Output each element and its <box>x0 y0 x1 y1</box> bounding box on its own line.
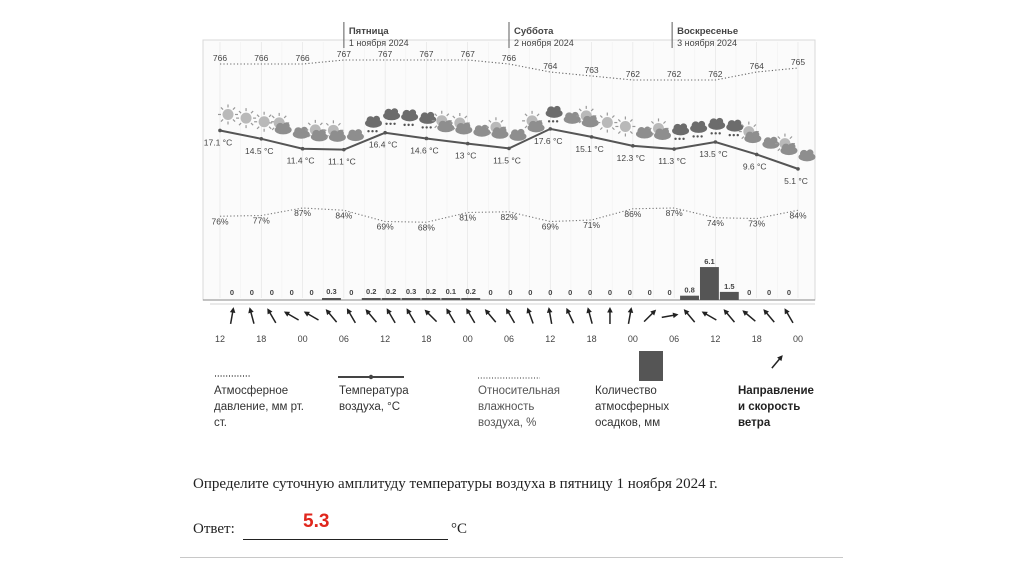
sun-icon <box>597 113 617 133</box>
wind-arrow <box>483 307 498 324</box>
sun-disc <box>602 117 613 128</box>
time-tick-label: 06 <box>503 334 515 344</box>
humidity-label: 76% <box>211 216 229 227</box>
humidity-label: 87% <box>665 208 683 218</box>
day-name: Воскресенье <box>677 26 739 37</box>
pressure-label: 767 <box>419 49 434 59</box>
precipitation-label: 0.1 <box>445 287 457 296</box>
precipitation-label: 0 <box>349 288 354 297</box>
precipitation-label: 0 <box>767 288 772 297</box>
temperature-label: 14.6 °C <box>410 145 439 156</box>
precipitation-label: 0 <box>747 288 752 297</box>
wind-head <box>607 307 613 313</box>
cloud-icon <box>799 149 816 161</box>
time-tick-label: 12 <box>545 334 556 344</box>
day-date: 3 ноября 2024 <box>677 38 737 48</box>
cloud-puff <box>554 106 561 113</box>
legend-humidity-label: Относительная влажность воздуха, % <box>478 385 560 429</box>
wind-head <box>525 307 532 314</box>
time-tick-label: 06 <box>338 334 349 344</box>
day-name: Суббота <box>514 26 554 37</box>
wind-head <box>564 307 571 314</box>
humidity-label: 87% <box>294 208 312 218</box>
precipitation-bar <box>720 292 739 300</box>
cloud-puff <box>337 130 344 137</box>
precipitation-label: 0 <box>667 288 672 297</box>
wind-arrow <box>423 308 439 324</box>
cloud-puff <box>590 115 597 122</box>
rain-drop <box>729 134 731 136</box>
wind-arrow <box>682 307 697 324</box>
precipitation-label: 0.2 <box>366 287 377 296</box>
cloud-puff <box>499 127 506 134</box>
precipitation-bar <box>461 298 480 300</box>
wind-arrow <box>564 307 576 325</box>
precipitation-label: 0 <box>269 288 274 297</box>
wind-arrow <box>282 309 300 322</box>
day-date: 2 ноября 2024 <box>514 38 574 48</box>
temperature-point <box>714 140 718 144</box>
pressure-label: 766 <box>212 53 228 63</box>
wind-arrows <box>228 307 796 325</box>
humidity-label: 73% <box>748 218 766 229</box>
wind-head <box>344 307 352 315</box>
pressure-label: 766 <box>254 53 269 63</box>
time-tick-label: 18 <box>751 334 762 344</box>
pressure-label: 764 <box>543 61 558 71</box>
cloud-puff <box>734 120 741 127</box>
cloud-puff <box>518 129 525 136</box>
sun-disc <box>620 121 631 132</box>
temperature-point <box>383 131 387 135</box>
sun-disc <box>259 116 270 127</box>
time-tick-label: 00 <box>792 334 804 344</box>
legend-wind-label: Направление и скорость ветра <box>738 385 814 429</box>
answer-unit: °C <box>451 521 468 537</box>
precipitation-label: 0 <box>528 288 533 297</box>
cloud-icon <box>510 129 527 141</box>
wind-head <box>782 307 790 315</box>
precipitation-label: 0 <box>587 288 593 297</box>
humidity-label: 71% <box>583 220 601 230</box>
pressure-label: 766 <box>295 53 310 63</box>
answer-label: Ответ: <box>193 521 235 537</box>
precipitation-bar <box>700 267 719 300</box>
wind-head <box>230 307 236 313</box>
wind-head <box>464 307 472 315</box>
temperature-point <box>218 129 222 133</box>
pressure-label: 765 <box>790 57 806 67</box>
wind-arrow <box>464 307 477 325</box>
wind-head <box>546 307 552 313</box>
humidity-label: 77% <box>252 215 270 226</box>
rain-drop <box>367 130 369 132</box>
humidity-label: 81% <box>459 212 477 223</box>
rain-drop <box>696 135 698 137</box>
rain-drop <box>385 123 387 125</box>
wind-head <box>673 312 679 318</box>
chart-grid <box>203 40 815 304</box>
cloud-puff <box>409 109 416 116</box>
cloud-puff <box>680 123 687 130</box>
precipitation-bar <box>322 298 341 300</box>
cloud-puff <box>283 122 290 129</box>
temperature-label: 11.1 °C <box>327 156 356 167</box>
cloud-icon <box>347 129 364 141</box>
rain-drop <box>371 130 373 132</box>
cloud-puff <box>698 121 705 128</box>
wind-head <box>302 309 310 317</box>
rain-drop <box>421 126 423 128</box>
precipitation-label: 0.3 <box>405 287 417 296</box>
rain-drop <box>552 120 554 122</box>
rain-drop <box>425 126 427 128</box>
rain-drop <box>556 120 558 122</box>
rain-drop <box>407 124 409 126</box>
precipitation-label: 0.2 <box>425 287 437 296</box>
temperature-label: 13 °C <box>455 150 477 161</box>
wind-arrow <box>642 308 658 324</box>
wind-head <box>700 309 708 317</box>
cloud-puff <box>445 120 452 127</box>
temperature-point <box>507 147 511 151</box>
cloud-puff <box>536 120 543 127</box>
rain-drop <box>411 124 413 126</box>
day-date: 1 ноября 2024 <box>348 38 409 48</box>
precipitation-label: 0 <box>249 288 254 297</box>
precipitation-label: 0 <box>229 288 235 297</box>
rain-drop <box>548 120 550 122</box>
sun-icon <box>218 104 238 124</box>
wind-arrow <box>404 307 417 325</box>
cloud-puff <box>463 123 470 130</box>
wind-arrow <box>324 307 339 324</box>
temperature-point <box>796 167 800 171</box>
rain-drop <box>375 130 377 132</box>
rain-drop <box>682 138 684 140</box>
rain-drop <box>718 132 720 134</box>
question-text: Определите суточную амплитуду температуры воздуха в пятницу 1 ноября 2024 г. <box>193 476 718 492</box>
precipitation-label: 0 <box>548 288 553 297</box>
wind-head <box>282 309 290 317</box>
pressure-label: 767 <box>460 49 475 59</box>
sun-disc <box>241 113 252 124</box>
temperature-label: 11.5 °C <box>493 155 521 166</box>
time-tick-label: 12 <box>380 334 391 344</box>
precipitation-label: 0 <box>309 288 314 297</box>
temperature-label: 5.1 °C <box>784 175 808 186</box>
wind-head <box>265 307 273 315</box>
temperature-point <box>590 135 594 139</box>
temperature-point <box>755 153 759 157</box>
wind-arrow <box>546 307 554 325</box>
precipitation-label: 0.3 <box>326 287 337 296</box>
sun-icon <box>254 112 274 132</box>
rain-drop <box>393 123 395 125</box>
time-tick-label: 00 <box>462 334 473 344</box>
wind-arrow <box>265 307 278 325</box>
precipitation-label: 0 <box>786 288 792 297</box>
legend-pressure-label: Атмосферное давление, мм рт. ст. <box>214 385 304 429</box>
wind-head <box>504 307 512 315</box>
cloud-puff <box>807 149 814 156</box>
temperature-label: 11.4 °C <box>286 155 315 166</box>
wind-arrow <box>384 307 397 325</box>
rain-drop <box>737 134 739 136</box>
wind-arrow <box>661 312 679 320</box>
rain-drop <box>692 135 694 137</box>
humidity-label: 74% <box>706 217 724 228</box>
humidity-label: 69% <box>541 221 559 232</box>
answer-value: 5.3 <box>303 511 330 532</box>
wind-head <box>628 307 634 313</box>
precipitation-label: 0 <box>627 288 632 297</box>
rain-drop <box>710 132 712 134</box>
cloud-icon <box>762 137 779 149</box>
temperature-point <box>631 144 635 148</box>
wind-arrow <box>363 307 378 324</box>
humidity-label: 69% <box>376 221 394 232</box>
cloud-icon <box>564 112 581 124</box>
precipitation-label: 0.2 <box>385 287 397 296</box>
precipitation-label: 0 <box>647 288 652 297</box>
wind-arrow <box>761 307 776 324</box>
precipitation-label: 0 <box>568 288 573 297</box>
temperature-point <box>548 127 552 131</box>
cloud-puff <box>391 108 398 115</box>
temperature-label: 15.1 °C <box>575 143 604 154</box>
wind-arrow <box>585 307 595 325</box>
wind-arrow <box>228 307 236 325</box>
wind-arrow <box>782 307 795 325</box>
precipitation-label: 1.5 <box>724 281 735 291</box>
cloud-puff <box>788 143 795 150</box>
cloud-puff <box>752 131 759 138</box>
temperature-point <box>259 137 263 141</box>
day-name: Пятница <box>348 26 389 37</box>
legend-temperature-label: Температура воздуха, °С <box>339 385 409 413</box>
temperature-label: 17.1 °C <box>203 137 233 148</box>
precipitation-label: 0 <box>488 288 493 297</box>
wind-arrow <box>700 309 718 322</box>
wind-arrow <box>344 307 357 325</box>
humidity-label: 84% <box>789 210 807 221</box>
wind-arrow <box>525 307 536 325</box>
temperature-label: 14.5 °C <box>245 145 274 156</box>
legend-precipitation-symbol <box>639 351 663 381</box>
wind-head <box>384 307 392 315</box>
wind-head <box>444 307 452 315</box>
pressure-label: 767 <box>336 49 351 59</box>
time-tick-label: 00 <box>297 334 308 344</box>
precipitation-label: 0 <box>289 288 294 297</box>
temperature-point <box>342 148 346 152</box>
legend-wind-symbol <box>770 353 785 370</box>
cloud-puff <box>373 116 380 123</box>
rain-drop <box>733 134 735 136</box>
wind-arrow <box>626 307 634 325</box>
temperature-point <box>672 147 676 151</box>
humidity-label: 82% <box>500 211 518 222</box>
cloud-puff <box>644 127 651 134</box>
rain-drop <box>678 138 680 140</box>
pressure-label: 764 <box>749 61 764 71</box>
time-tick-label: 12 <box>710 334 721 344</box>
temperature-point <box>466 142 470 146</box>
temperature-label: 11.3 °C <box>658 156 687 167</box>
temperature-label: 12.3 °C <box>616 152 646 163</box>
sun-icon <box>615 116 635 136</box>
legend-precipitation-label: Количество атмосферных осадков, мм <box>595 385 670 429</box>
precipitation-bar <box>680 296 699 300</box>
cloud-icon <box>293 127 310 139</box>
legend-temperature-marker <box>369 375 373 379</box>
precipitation-bar <box>421 298 440 300</box>
rain-drop <box>674 138 676 140</box>
precipitation-label: 0.8 <box>684 285 695 295</box>
rain-drop <box>389 123 391 125</box>
cloud-puff <box>427 112 434 119</box>
precipitation-bar <box>441 298 460 300</box>
temperature-point <box>301 147 305 151</box>
temperature-label: 13.5 °C <box>699 149 728 159</box>
humidity-label: 84% <box>335 210 353 221</box>
wind-arrow <box>741 308 758 323</box>
wind-arrow <box>444 307 457 325</box>
precipitation-label: 0 <box>607 288 613 297</box>
legend-symbols <box>215 351 785 381</box>
precipitation-bar <box>362 298 381 300</box>
rain-drop <box>700 135 702 137</box>
rain-drop <box>403 124 405 126</box>
wind-arrow <box>504 307 517 325</box>
wind-arrow <box>247 307 257 325</box>
cloud-icon <box>473 125 490 137</box>
time-tick-label: 00 <box>627 334 638 344</box>
cloud-puff <box>355 129 362 136</box>
rain-drop <box>714 132 716 134</box>
cloud-puff <box>481 125 488 132</box>
humidity-label: 68% <box>417 222 435 233</box>
pressure-label: 767 <box>378 49 393 59</box>
wind-head <box>247 307 254 314</box>
wind-head <box>404 307 412 315</box>
cloud-puff <box>716 118 723 125</box>
pressure-label: 762 <box>667 69 682 79</box>
time-tick-label: 06 <box>669 334 680 344</box>
time-tick-label: 18 <box>256 334 267 344</box>
time-tick-label: 18 <box>586 334 597 344</box>
wind-arrow <box>721 307 736 324</box>
time-tick-label: 18 <box>421 334 432 344</box>
day-headers <box>344 22 738 48</box>
cloud-puff <box>770 137 777 144</box>
precipitation-label: 6.1 <box>704 257 715 267</box>
temperature-label: 16.4 °C <box>368 139 398 150</box>
temperature-label: 9.6 °C <box>742 161 767 172</box>
wind-head <box>585 307 592 314</box>
precipitation-bar <box>402 298 421 300</box>
wind-arrow <box>302 309 320 322</box>
pressure-label: 763 <box>584 65 599 75</box>
wind-arrow <box>607 307 613 324</box>
time-axis <box>215 334 803 344</box>
pressure-label: 762 <box>708 69 723 79</box>
temperature-point <box>425 137 429 141</box>
precipitation-bar <box>382 298 401 300</box>
precipitation-label: 0 <box>508 288 513 297</box>
humidity-label: 86% <box>624 208 642 219</box>
divider <box>180 557 843 558</box>
rain-drop <box>429 126 431 128</box>
pressure-label: 766 <box>501 53 517 63</box>
pressure-label: 762 <box>625 69 640 79</box>
time-tick-label: 12 <box>214 334 226 344</box>
temperature-label: 17.6 °C <box>534 135 563 146</box>
answer-input-line[interactable] <box>243 539 448 540</box>
cloud-puff <box>662 128 669 135</box>
precipitation-label: 0.2 <box>465 287 476 296</box>
sun-disc <box>223 109 234 120</box>
